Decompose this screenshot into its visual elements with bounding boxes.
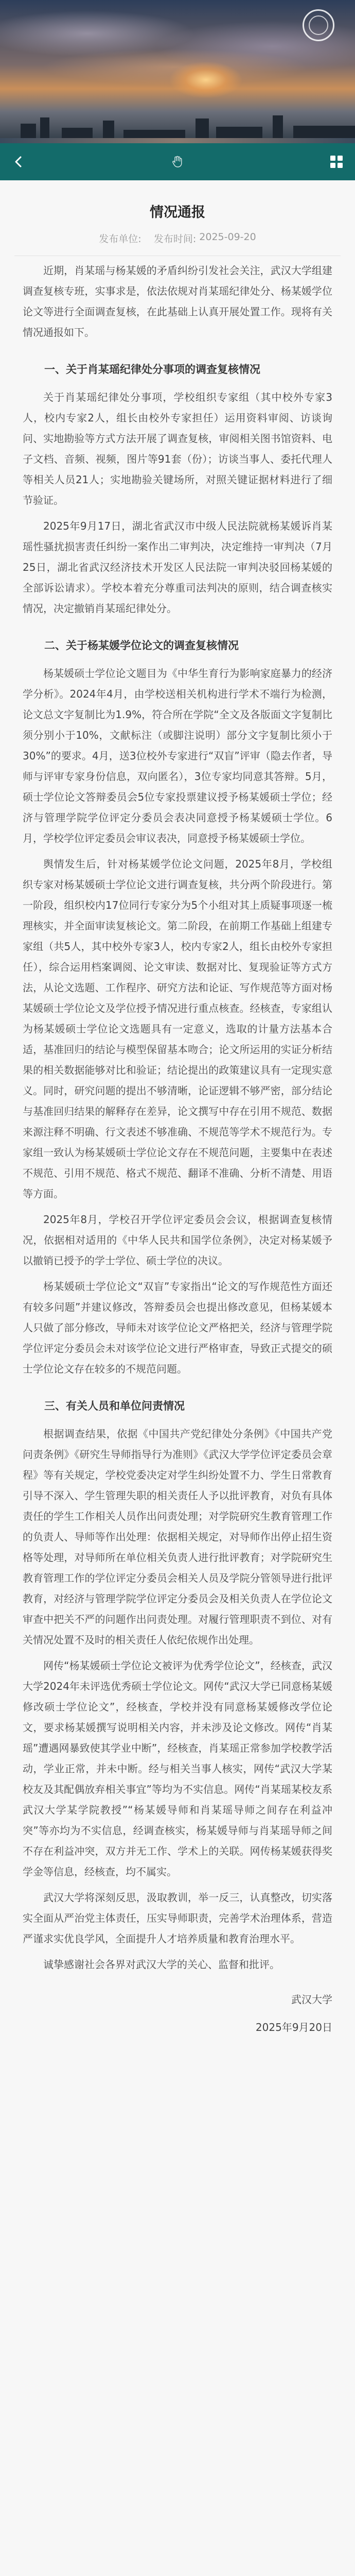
chevron-left-icon [11,155,26,169]
paragraph: 根据调查结果，依据《中国共产党纪律处分条例》《中国共产党问责条例》《研究生导师指导行为准则》《武汉大学学位评定委员会章程》等有关规定，学校党委决定对学生纠纷处置不力、学生日常教育引导不深入、学生管理失职的相关责任人予以批评教育，对负有具体责任的学生工作相关人员作出问责处理；对学院研究生教育管理工作的负责人、导师等作出处理：依据相关规定，对导师作出停止招生资格等处理，对导师所在单位相关负责人进行批评教育；对学院研究生教育管理工作的学位评定分委员会相关人员及学院分管领导进行批评教育，对经济与管理学院学位评定分委员会及相关负责人在学位论文审查中把关不严的问题作出问责处理。对履行管理职责不到位、对有关情况处置不及时的相关责任人依纪依规作出处理。 [23,1428,332,1646]
section-heading: 三、有关人员和单位问责情况 [44,1400,185,1412]
university-logo-icon [303,9,334,41]
top-navbar [0,143,355,180]
paragraph: 杨某媛硕士学位论文“双盲”专家指出“论文的写作规范性方面还有较多问题”并建议修改，答辩委员会也提出修改意见，但杨某媛本人只做了部分修改，导师未对该学位论文严格把关，经济与管理学院学位评定分委员会未对该学位论文进行严格审查，导致正式提交的硕士学位论文存在较多的不规范问题。 [23,1280,332,1375]
signature-org: 武汉大学 [291,1993,332,2006]
paragraph: 诚挚感谢社会各界对武汉大学的关心、监督和批评。 [43,1958,280,1971]
article [0,180,355,2039]
paragraph: 杨某媛硕士学位论文题目为《中华生育行为影响家庭暴力的经济学分析》。2024年4月，由学校送相关机构进行学术不端行为检测，论文总文字复制比为1.9%，符合所在学院“全文及各版面文字复制比须分别小于10%，文献标注（或脚注说明）部分文字复制比须小于30%”的要求。4月，送3位校外专家进行“双盲”评审（隐去作者，导师与评审专家身份信息，双向匿名），3位专家均同意其答辩。5月，硕士学位论文答辩委员会5位专家投票建议授予杨某媛硕士学位；经济与管理学院学位评定分委员会表决同意授予杨某媛硕士学位。6月，学校学位评定委员会审议表决，同意授予杨某媛硕士学位。 [23,667,332,844]
grid-menu-icon [329,154,344,170]
section-heading: 二、关于杨某媛学位论文的调查复核情况 [44,639,239,652]
article-meta [0,231,355,245]
menu-grid-button[interactable] [318,143,355,180]
publish-unit-label: 发布单位: [99,233,141,245]
article-body [0,256,355,2039]
banner-water [0,138,355,143]
banner-skyline [0,108,355,139]
paragraph: 舆情发生后，针对杨某媛学位论文问题，2025年8月，学校组织专家对杨某媛硕士学位论文进行调查复核，共分两个阶段进行。第一阶段，组织校内17位同行专家分为5个小组对其上质疑事项逐一梳理核实，并全面审读复核论文。第二阶段，在前期工作基础上组建专家组（共5人，其中校外专家3人，校内专家2人，组长由校外专家担任），综合运用档案调阅、论文审读、数据对比、复现验证等方式方法，从论文选题、工作程序、研究方法和论证、写作规范等方面对杨某媛硕士学位论文及学位授予情况进行重点核查。经核查，专家组认为杨某媛硕士学位论文选题具有一定意义，选取的计量方法基本合适，基准回归的结论与模型保留基本吻合；论文所运用的实证分析结果的相关数据能够对比和验证；结论提出的政策建议具有一定现实意义。同时，研究问题的提出不够清晰，论证逻辑不够严密，部分结论与基准回归结果的解释存在差异，论文撰写中存在引用不规范、数据来源注释不明确、行文表述不够准确、不规范等学术不规范行为。专家组一致认为杨某媛硕士学位论文存在不规范问题，主要集中在表述不规范、引用不规范、格式不规范、翻译不准确、分析不清楚、用语等方面。 [23,858,332,1200]
paragraph: 近期，肖某瑶与杨某媛的矛盾纠纷引发社会关注，武汉大学组建调查复核专班，实事求是，依法依规对肖某瑶纪律处分、杨某媛学位论文等进行全面调查复核，在此基础上认真开展处置工作。现将有关情况通报如下。 [23,264,332,338]
publish-time-value: 2025-09-20 [199,231,256,243]
hand-icon [167,151,188,172]
paragraph: 网传“杨某媛硕士学位论文被评为优秀学位论文”，经核查，武汉大学2024年未评选优秀硕士学位论文。网传“武汉大学已同意杨某媛修改硕士学位论文”，经核查，学校并没有同意杨某媛修改学位论文，要求杨某媛撰写说明相关内容，并未涉及论文修改。网传“肖某瑶”遭遇网暴致使其学业中断”，经核查，肖某瑶正常参加学校教学活动，学业正常，并未中断。经与相关当事人核实，网传“武汉大学某校友及其配偶放弃相关事宜”等均为不实信息。网传“肖某瑶某校友系武汉大学某学院教授”“杨某媛导师和肖某瑶导师之间存在利益冲突”等亦均为不实信息，经调查核实，杨某媛导师与肖某瑶导师之间不存在利益冲突，双方并无工作、学术上的关联。网传杨某媛获得奖学金等信息，经核查，均不属实。 [23,1659,332,1878]
section-heading: 一、关于肖某瑶纪律处分事项的调查复核情况 [44,363,260,376]
header-banner [0,0,355,143]
paragraph: 武汉大学将深刻反思，汲取教训，举一反三，认真整改，切实落实全面从严治党主体责任，压实导师职责，完善学术治理体系，营造严谨求实优良学风，全面提升人才培养质量和教育治理水平。 [23,1891,332,1945]
back-button[interactable] [0,143,37,180]
paragraph: 2025年8月，学校召开学位评定委员会会议，根据调查复核情况，依据相对适用的《中华人民共和国学位条例》，决定对杨某媛予以撤销已授予的学士学位、硕士学位的决议。 [23,1213,332,1267]
publish-time-label: 发布时间: [153,233,197,245]
paragraph: 关于肖某瑶纪律处分事项，学校组织专家组（其中校外专家3人，校内专家2人，组长由校外专家担任）运用资料审阅、访谈询问、实地勘验等方式方法开展了调查复核，审阅相关图书馆资料、电子文档、音频、视频，图片等91套（份）；访谈当事人、委托代理人等相关人员21人；实地勘验关键场所，对照关键证据材料进行了细节验证。 [23,391,332,506]
page-title: 情况通报 [150,205,205,221]
signature-date: 2025年9月20日 [255,2021,332,2033]
banner-sunset [170,62,242,98]
paragraph: 2025年9月17日，湖北省武汉市中级人民法院就杨某媛诉肖某瑶性骚扰损害责任纠纷一案作出二审判决，决定维持一审判决（7月25日，湖北省武汉经济技术开发区人民法院一审判决驳回杨某媛的全部诉讼请求）。学校本着充分尊重司法判决的原则，结合调查核实情况，决定撤销肖某瑶纪律处分。 [23,520,332,615]
